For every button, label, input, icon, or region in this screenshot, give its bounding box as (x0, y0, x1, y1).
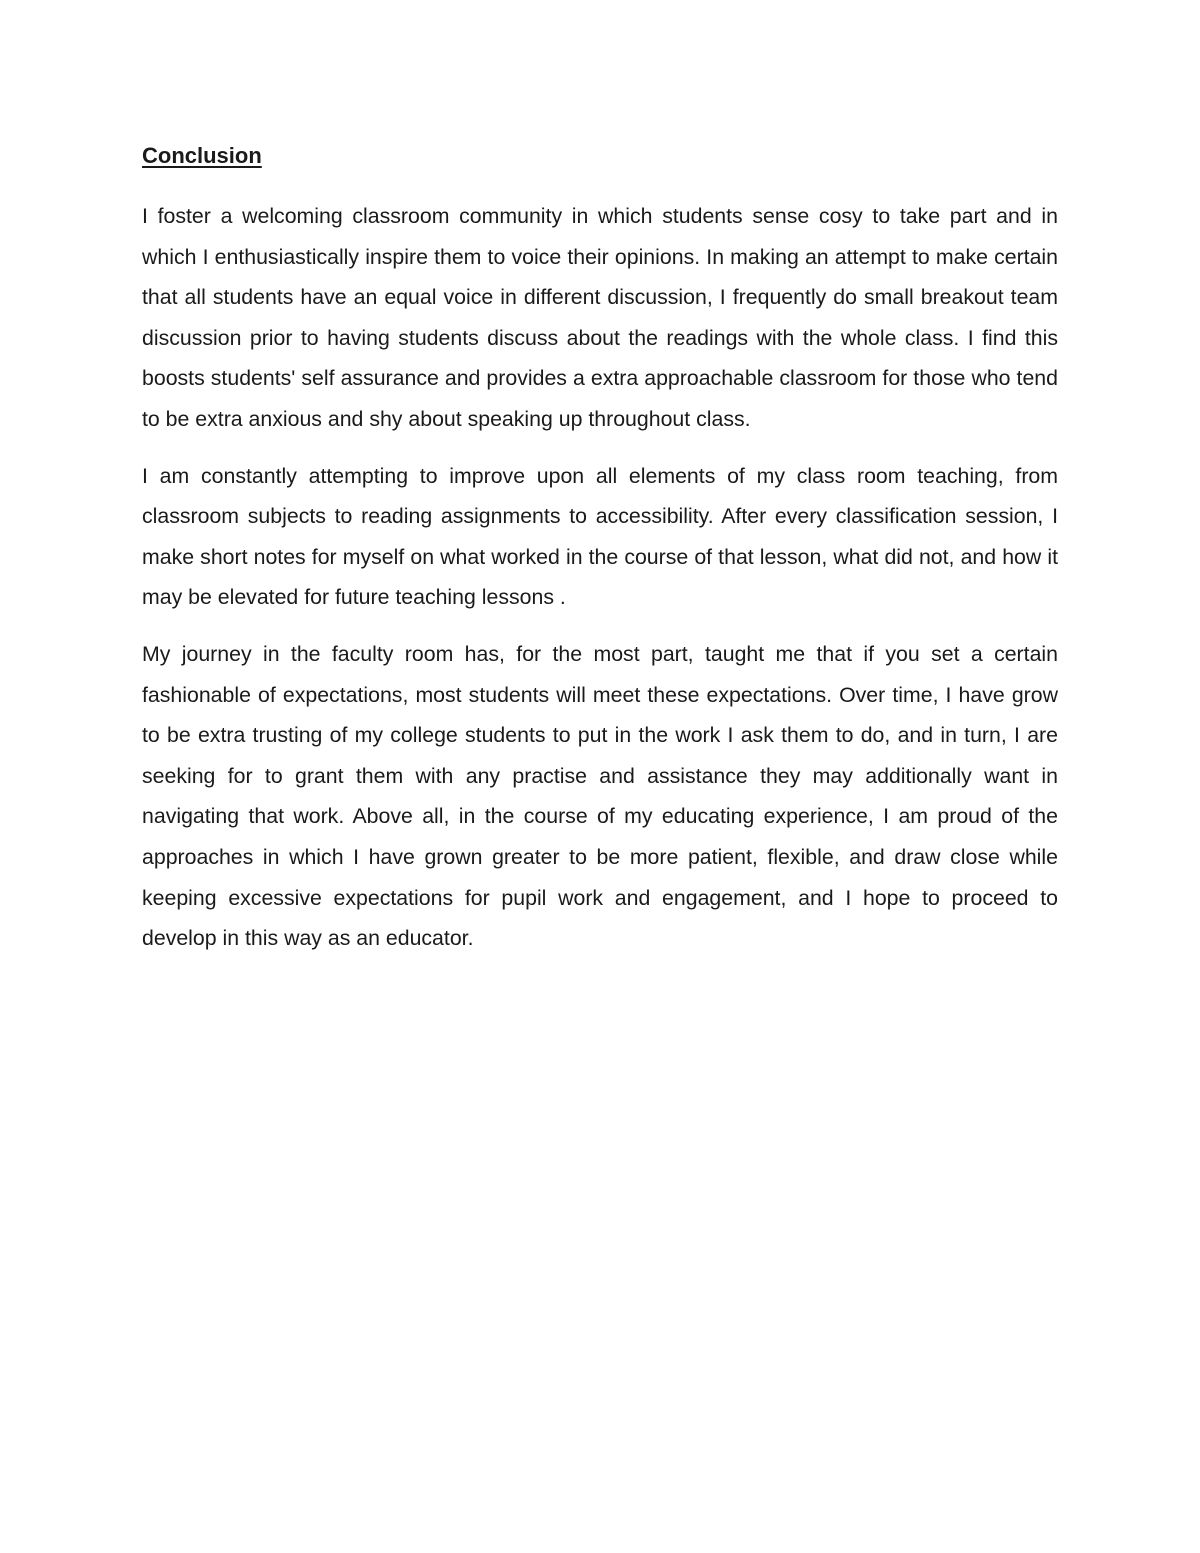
document-page (142, 140, 1058, 975)
paragraph-2: I am constantly attempting to improve upon all elements of my class room teaching, from classroom subjects to reading assignments to accessibility. After every classification session, I make short notes for myself on what worked in the course of that lesson, what did not, and how it may be elevated for future teaching lessons . (142, 463, 1058, 610)
paragraph-3: My journey in the faculty room has, for the most part, taught me that if you set a certain fashionable of expectations, most students will meet these expectations. Over time, I have grow to be extra trusting of my college students to put in the work I ask them to do, and in turn, I are seeking for to grant them with any practise and assistance they may additionally want in navigating that work. Above all, in the course of my educating experience, I am proud of the approaches in which I have grown greater to be more patient, flexible, and draw close while keeping excessive expectations for pupil work and engagement, and I hope to proceed to develop in this way as an educator. (142, 641, 1058, 951)
paragraph-1: I foster a welcoming classroom community in which students sense cosy to take part and in which I enthusiastically inspire them to voice their opinions. In making an attempt to make certain that all students have an equal voice in different discussion, I frequently do small breakout team discussion prior to having students discuss about the readings with the whole class. I find this boosts students' self assurance and provides a extra approachable classroom for those who tend to be extra anxious and shy about speaking up throughout class. (142, 204, 1058, 431)
section-heading: Conclusion (142, 143, 262, 168)
